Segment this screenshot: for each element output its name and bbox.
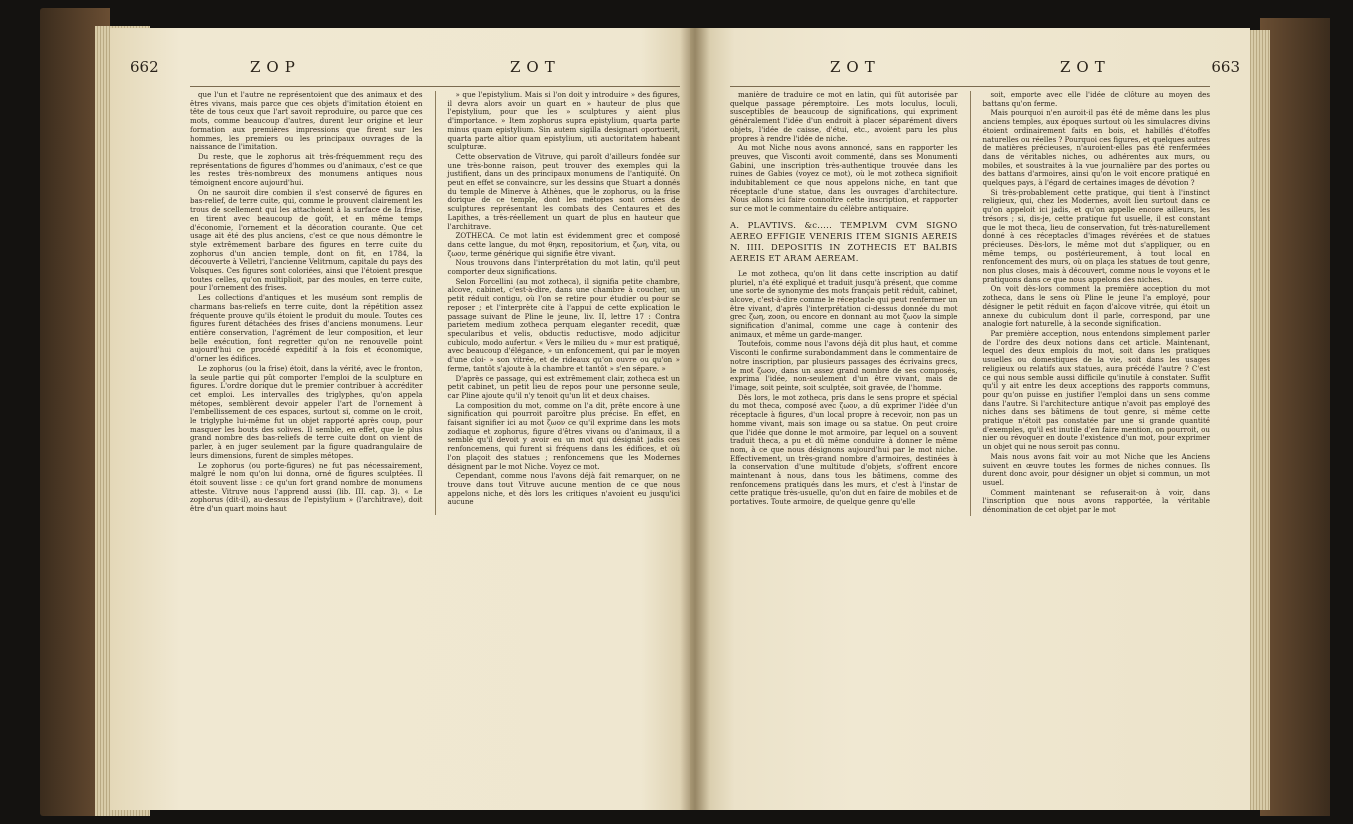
paragraph: que l'un et l'autre ne représentoient que des animaux et des êtres vivans, mais parce que ces objets d'imitation étoient en tête de tous ceux que l'art savoit reproduire, ou parce que ces mots, comme beaucoup d'autres, durent leur origine et leur formation aux premières impressions que firent sur les hommes, les premiers ou les principaux ouvrages de la naissance de l'imitation.	[190, 90, 423, 152]
left-running-header	[130, 58, 680, 82]
paragraph: Toutefois, comme nous l'avons déjà dit plus haut, et comme Visconti le confirme surabondamment dans le commentaire de notre inscription, par plusieurs passages des écrivains grecs, le mot ζωον, dans un assez grand nombre de ses composés, exprima l'idée, non-seulement d'un être vivant, mais de l'image, soit peinte, soit sculptée, soit gravée, de l'homme.	[730, 339, 958, 392]
paragraph: Mais pourquoi n'en auroit-il pas été de même dans les plus anciens temples, aux époques surtout où les simulacres divins étoient ordinairement faits en bois, et habillés d'étoffes naturelles ou réelles ? Pourquoi ces figures, et quelques autres de matières précieuses, n'auroient-elles pas été renfermées dans de véritables niches, ou adhérentes aux murs, ou mobiles, et soustraites à la vue journalière par des portes ou des battans d'armoires, ainsi qu'on le voit encore pratiqué en quelques pays, à l'égard de certaines images de dévotion ?	[982, 108, 1210, 188]
entry-heading-paragraph: ZOTHECA. Ce mot latin est évidemment grec et composé dans cette langue, du mot θηκη, repositorium, et ζωη, vita, ou ζωον, terme générique qui signifie être vivant.	[447, 231, 680, 258]
left-header-rule	[190, 86, 680, 87]
left-running-head-1: ZOP	[250, 58, 301, 76]
right-header-rule	[730, 86, 1210, 87]
column-separator	[435, 91, 436, 515]
book-cover-right	[1260, 18, 1330, 816]
paragraph: Selon Forcellini (au mot zotheca), il signifia petite chambre, alcove, cabinet, c'est-à-dire, dans une chambre à coucher, un petit réduit contigu, où l'on se retire pour étudier ou pour se reposer ; et l'interprète cite à l'appui de cette explication le passage suivant de Pline le jeune, liv. II, lettre 17 : Contra parietem medium zotheca perquam eleganter recedit, quæ specularibus et velis, obductis reductisve, modo adjicitur cubiculo, modo aufertur. « Vers le milieu du » mur est pratiqué, avec beaucoup d'élégance, » un enfoncement, qui par le moyen d'une cloi- » son vitrée, et de rideaux qu'on ouvre ou qu'on » ferme, tantôt s'ajoute à la chambre et tantôt » s'en sépare. »	[447, 276, 680, 373]
left-running-head-2: ZOT	[510, 58, 561, 76]
right-running-header	[730, 58, 1240, 82]
left-page	[110, 28, 700, 810]
book-gutter	[680, 28, 710, 810]
paragraph: manière de traduire ce mot en latin, qui fût autorisée par quelque passage péremptoire. Les mots loculus, loculi, susceptibles de beaucoup de significations, qui expriment généralement l'idée d'un endroit à placer séparément divers objets, l'idée de caisse, d'étui, etc., avoient paru les plus propres à rendre l'idée de niche.	[730, 90, 958, 143]
paragraph: Le zophorus (ou la frise) étoit, dans la vérité, avec le fronton, la seule partie qui pût comporter l'emploi de la sculpture en figures. L'ordre dorique dut le premier contribuer à accréditer cet emploi. Les intervalles des triglyphes, qu'on appela métopes, semblèrent devoir appeler l'art de l'ornement à l'embellissement de ces espaces, surtout si, comme on le croit, le triglyphe lui-même fut un objet rapporté après coup, pour masquer les bouts des solives. Il semble, en effet, que le plus grand nombre des bas-reliefs de terre cuite dont on vient de parler, à en juger seulement par la figure quadrangulaire de leurs dimensions, furent de simples métopes.	[190, 363, 423, 460]
paragraph: » que l'epistylium. Mais si l'on doit y introduire » des figures, il devra alors avoir un quart en » hauteur de plus que l'epistylium, pour que les » sculptures y aient plus d'importance. » Item zophorus supra epistylium, quarta parte minus quam epistylium. Sin autem sigilla designari oportuerit, quarta parte altior quam epistylium, uti auctoritatem habeant sculpturæ.	[447, 90, 680, 152]
book-spread	[40, 8, 1330, 816]
paragraph: Du reste, que le zophorus ait très-fréquemment reçu des représentations de figures d'hommes ou d'animaux, c'est ce que les restes très-nombreux des monumens antiques nous témoignent encore aujourd'hui.	[190, 151, 423, 188]
right-column-1	[730, 91, 958, 516]
paragraph: Si très-probablement cette pratique, qui tient à l'instinct religieux, qui, chez les Modernes, avoit lieu surtout dans ce qu'on appeloit ici jadis, et qu'on appelle encore ailleurs, les trésors ; si, dis-je, cette pratique fut usuelle, il est constant que le mot theca, lieu de conservation, fut très-naturellement donné à ces réceptacles d'images révérées et de statues précieuses. Dès-lors, le même mot dut s'appliquer, ou en même temps, ou postérieurement, à tout local en renfoncement des murs, où on plaça les statues de tout genre, non plus closes, mais à découvert, comme nous le voyons et le pratiquons dans ce que nous appelons des niches.	[982, 187, 1210, 284]
paragraph: Dès lors, le mot zotheca, pris dans le sens propre et spécial du mot theca, composé avec ζωον, a dû exprimer l'idée d'un réceptacle à figures, d'un local propre à recevoir, non pas un homme vivant, mais son image ou sa statue. On peut croire que l'idée que donne le mot armoire, par lequel on a souvent traduit theca, a pu et dû même conduire à donner le même nom, à ce que nous désignons aujourd'hui par le mot niche. Effectivement, un très-grand nombre d'armoires, destinées à la conservation d'une multitude d'objets, s'offrent encore maintenant à nous, dans tous les bâtimens, comme des renfoncemens pratiqués dans les murs, et c'est à l'instar de cette pratique très-usuelle, qu'on dut en faire de mobiles et de portatives. Toute armoire, de quelque genre qu'elle	[730, 392, 958, 507]
right-page	[690, 28, 1250, 810]
paragraph: D'après ce passage, qui est extrêmement clair, zotheca est un petit cabinet, un petit lieu de repos pour une personne seule, car Pline ajoute qu'il n'y tenoit qu'un lit et deux chaises.	[447, 373, 680, 400]
paragraph: Mais nous avons fait voir au mot Niche que les Anciens suivent en œuvre toutes les formes de niches connues. Ils durent donc avoir, pour désigner un objet si commun, un mot usuel.	[982, 451, 1210, 487]
column-separator	[970, 91, 971, 516]
right-running-head-2: ZOT	[1060, 58, 1111, 76]
left-column-1	[190, 91, 423, 515]
right-column-2	[983, 91, 1211, 516]
paragraph: Cependant, comme nous l'avons déjà fait remarquer, on ne trouve dans tout Vitruve aucune mention de ce que nous appelons niche, et dès lors les critiques n'avoient eu jusqu'ici aucune	[447, 471, 680, 507]
inscription: A. PLAVTIVS. &c..... TEMPLVM CVM SIGNO AEREO EFFIGIE VENERIS ITEM SIGNIS AEREIS N. IIII. DEPOSITIS IN ZOTHECIS ET BALBIS AEREIS ET ARAM AEREAM.	[730, 219, 958, 263]
paragraph: On voit dès-lors comment la première acception du mot zotheca, dans le sens où Pline le jeune l'a employé, pour désigner le petit réduit en façon d'alcove vitrée, qui étoit un annexe du cubiculum dont il parle, correspond, par une analogie fort naturelle, à la seconde signification.	[982, 284, 1210, 329]
paragraph: Cette observation de Vitruve, qui paroît d'ailleurs fondée sur une très-bonne raison, peut trouver des exemples qui la justifient, dans un des principaux monumens de l'antiquité. On peut en effet se convaincre, sur les dessins que Stuart a donnés du temple de Minerve à Athènes, que le zophorus, ou la frise dorique de ce temple, dont les métopes sont ornées de sculptures représentant les combats des Centaures et des Lapithes, a très-réellement un quart de plus en hauteur que l'architrave.	[447, 151, 680, 231]
paragraph: La composition du mot, comme on l'a dit, prête encore à une signification qui pourroit paroître plus précise. En effet, en faisant signifier ici au mot ζωον ce qu'il exprime dans les mots zodiaque et zophorus, figure d'êtres vivans ou d'animaux, il a semblé qu'il devoit y avoir eu un mot qui désignât jadis ces renfoncemens, qui furent si fréquens dans les édifices, et où l'on plaçoit des statues ; renfoncemens que les Modernes désignent par le mot Niche. Voyez ce mot.	[447, 400, 680, 471]
paragraph: Nous trouvons dans l'interprétation du mot latin, qu'il peut comporter deux significations.	[447, 258, 680, 277]
paragraph: Les collections d'antiques et les muséum sont remplis de charmans bas-reliefs en terre cuite, dont la répétition assez fréquente prouve qu'ils étoient le produit du moule. Toutes ces figures furent détachées des frises d'anciens monumens. Leur entière conservation, l'agrément de leur composition, et leur belle exécution, font regretter qu'on ne renouvelle point aujourd'hui ce procédé expéditif à la fois et économique, d'orner les édifices.	[190, 293, 423, 364]
paragraph: Le zophorus (ou porte-figures) ne fut pas nécessairement, malgré le nom qu'on lui donna, orné de figures sculptées. Il étoit souvent lisse : ce qu'un fort grand nombre de monumens atteste. Vitruve nous l'apprend aussi (lib. III. cap. 3). « Le zophorus (dit-il), au-dessus de l'epistylium » (l'architrave), doit être d'un quart moins haut	[190, 460, 423, 514]
paragraph: Au mot Niche nous avons annoncé, sans en rapporter les preuves, que Visconti avoit commenté, dans ses Monumenti Gabini, une inscription très-authentique trouvée dans les ruines de Gabies (voyez ce mot), où le mot zotheca signifioit indubitablement ce que nous appelons niche, en tant que réceptacle d'une statue, dans les ouvrages d'architecture. Nous allons ici faire connoître cette inscription, et rapporter sur ce mot le commentaire du célèbre antiquaire.	[730, 143, 958, 214]
paragraph: soit, emporte avec elle l'idée de clôture au moyen des battans qu'on ferme.	[982, 90, 1210, 108]
paragraph: Comment maintenant se refuserait-on à voir, dans l'inscription que nous avons rapportée, la véritable dénomination de cet objet par le mot	[982, 487, 1210, 515]
paragraph: On ne sauroit dire combien il s'est conservé de figures en bas-relief, de terre cuite, qui, comme le prouvent clairement les trous de scellement qui les attachoient à la surface de la frise, en tirent avec beaucoup de goût, et en même temps d'économie, l'ornement et la décoration courante. Que cet usage ait été des plus anciens, c'est ce que nous démontre le style extrêmement barbare des figures en terre cuite du zophorus d'un ancien temple, dont on fit, en 1784, la découverte à Velletri, l'ancienne Velitrnum, capitale du pays des Volsques. Ces figures sont coloriées, ainsi que l'étoient presque toutes celles, qu'on multiplioit, par des moules, en terre cuite, pour l'ornement des frises.	[190, 187, 423, 293]
right-running-head-1: ZOT	[830, 58, 881, 76]
right-page-number: 663	[1211, 58, 1240, 76]
paragraph: Par première acception, nous entendons simplement parler de l'ordre des deux notions dans cet article. Maintenant, lequel des deux emplois du mot, soit dans les pratiques usuelles ou domestiques de la vie, soit dans les usages religieux ou relatifs aux statues, aura précédé l'autre ? C'est ce qui nous semble aussi difficile qu'inutile à constater. Suffit qu'il y ait entre les deux acceptions des rapports communs, pour qu'on puisse en justifier l'emploi dans un sens comme dans l'autre. Si l'architecture antique n'avoit pas employé des niches dans ses bâtimens de tout genre, si même cette pratique n'étoit pas constatée par une si grande quantité d'exemples, qu'il est inutile d'en faire mention, on pourroit, ou nier ou révoquer en doute l'existence d'un mot, pour exprimer un objet qui ne nous seroit pas connu.	[982, 328, 1210, 452]
paragraph: Le mot zotheca, qu'on lit dans cette inscription au datif pluriel, n'a été expliqué et traduit jusqu'à présent, que comme une sorte de synonyme des mots français petit réduit, cabinet, alcove, c'est-à-dire comme le réceptacle qui peut renfermer un être vivant, d'après l'interprétation ci-dessus donnée du mot grec ζωη, zoon, ou encore en donnant au mot ζωον la simple signification d'animal, comme une cage à contenir des animaux, et même un garde-manger.	[730, 268, 958, 339]
left-column-2	[448, 91, 681, 515]
left-page-number: 662	[130, 58, 159, 76]
